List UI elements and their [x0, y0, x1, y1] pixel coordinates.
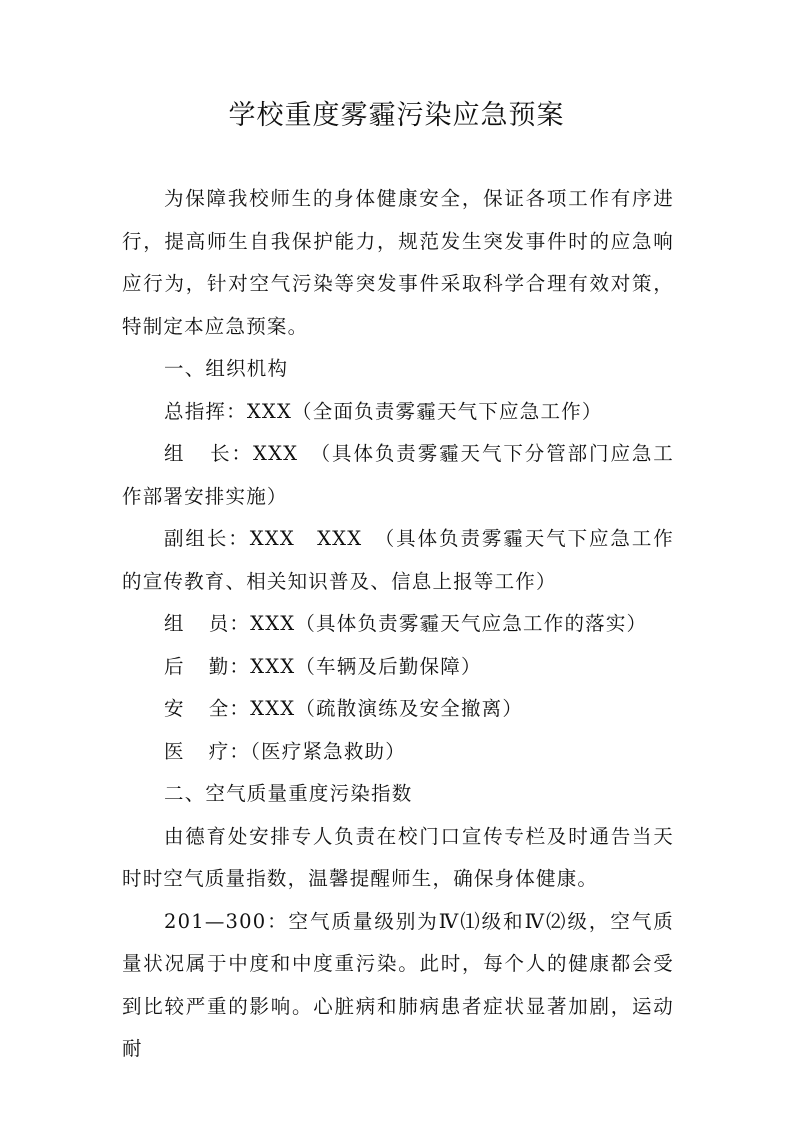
role-value: XXX （具体负责雾霾天气下分管部门应急工作部署安排实施） — [122, 442, 674, 508]
role-commander — [122, 391, 674, 434]
role-label: 总指挥： — [164, 399, 247, 423]
role-value: XXX XXX （具体负责雾霾天气下应急工作的宣传教育、相关知识普及、信息上报等工作） — [122, 527, 674, 593]
role-label-b: 全： — [208, 697, 251, 720]
role-label-a: 组 — [164, 442, 186, 465]
role-label-b: 勤： — [208, 654, 251, 678]
section2-paragraph-2: 201—300：空气质量级别为Ⅳ⑴级和Ⅳ⑵级，空气质量状况属于中度和中度重污染。此时，每个人的健康都会受到比较严重的影响。心脏病和肺病患者症状显著加剧，运动耐 — [122, 909, 674, 1060]
role-label-b: 员： — [208, 612, 251, 635]
section2-heading: 二、空气质量重度污染指数 — [164, 782, 413, 805]
role-value: XXX（具体负责雾霾天气应急工作的落实） — [250, 612, 648, 635]
role-label-a: 安 — [164, 697, 185, 720]
intro-paragraph: 为保障我校师生的身体健康安全，保证各项工作有序进行，提高师生自我保护能力，规范发生突发事件时的应急响应行为，针对空气污染等突发事件采取科学合理有效对策，特制定本应急预案。 — [122, 187, 674, 338]
role-value: XXX（车辆及后勤保障） — [250, 654, 482, 678]
role-label-b: 疗： — [208, 739, 251, 763]
role-medical — [122, 731, 674, 774]
role-leader — [122, 433, 674, 518]
role-logistics — [122, 646, 674, 689]
role-value: XXX（全面负责雾霾天气下应急工作） — [246, 399, 603, 423]
document-title: 学校重度雾霾污染应急预案 — [228, 100, 565, 131]
document-body — [122, 178, 674, 1071]
section2-paragraph-1: 由德育处安排专人负责在校门口宣传专栏及时通告当天时时空气质量指数，温馨提醒师生，确保身体健康。 — [122, 824, 674, 890]
role-label-b: 长： — [209, 442, 253, 465]
section1-heading: 一、组织机构 — [164, 357, 289, 380]
role-value: XXX（疏散演练及安全撤离） — [250, 697, 524, 720]
role-value: （医疗紧急救助） — [250, 739, 406, 763]
role-label-a: 医 — [164, 739, 185, 763]
role-member — [122, 603, 674, 646]
role-label-a: 组 — [164, 612, 185, 635]
role-label: 副组长： — [164, 527, 250, 550]
role-label-a: 后 — [164, 654, 185, 678]
role-safety — [122, 688, 674, 731]
role-deputy-leader — [122, 518, 674, 603]
